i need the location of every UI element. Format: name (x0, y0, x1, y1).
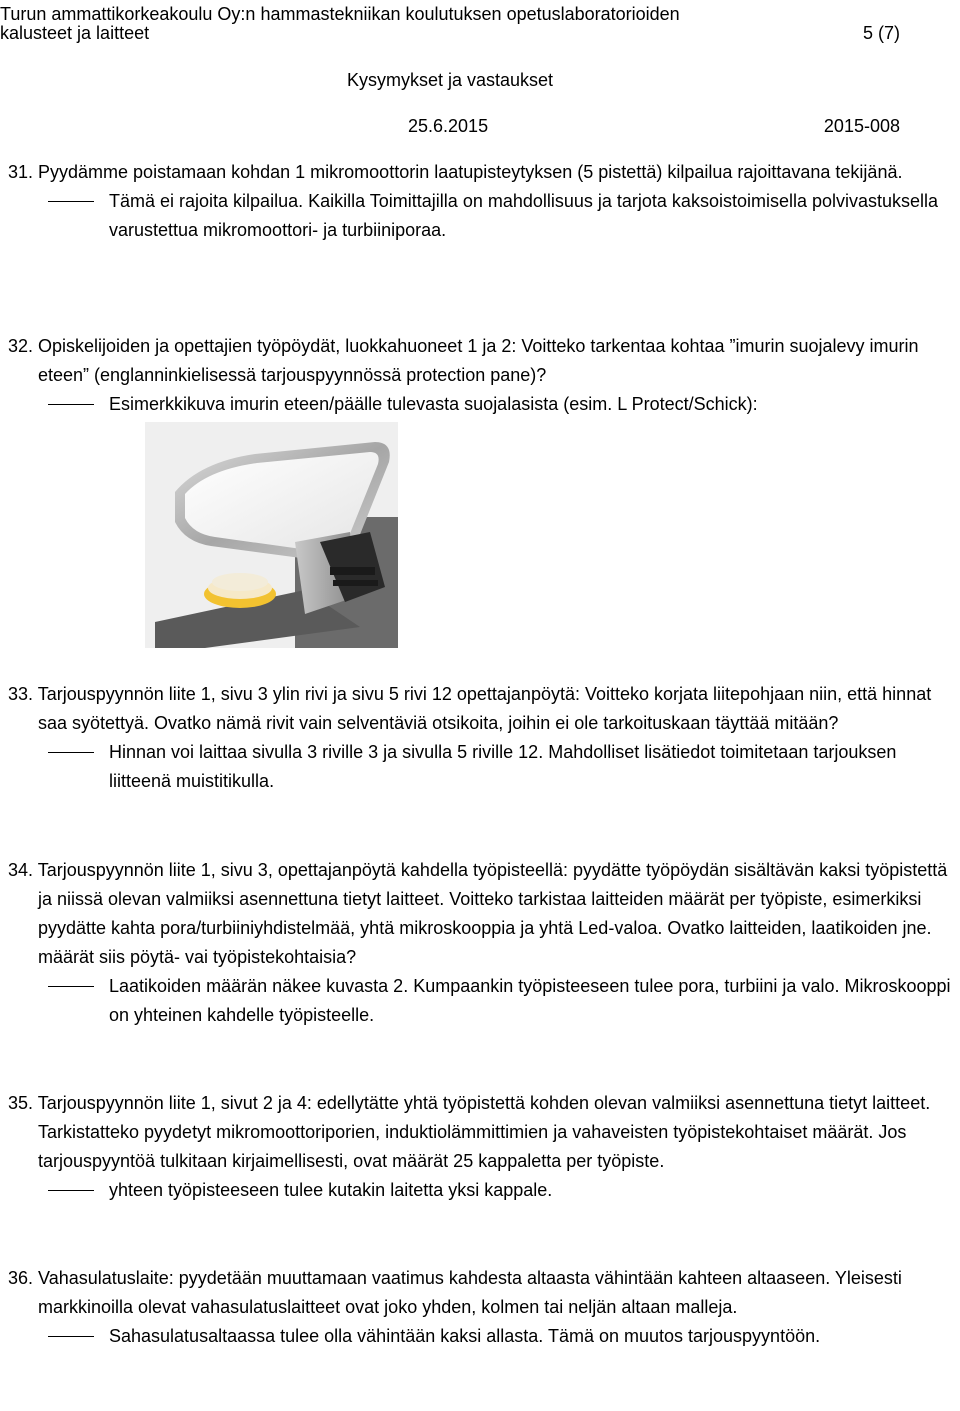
header-organization: Turun ammattikorkeakoulu Oy:n hammastekniikan koulutuksen opetuslaboratorioiden (0, 4, 680, 24)
answer-text: Sahasulatusaltaassa tulee olla vähintään kaksi allasta. Tämä on muutos tarjouspyyntöön. (109, 1326, 821, 1346)
dash-bullet (48, 986, 94, 987)
question-block-32 (8, 332, 960, 419)
page-number: 5 (7) (862, 23, 900, 43)
answer-text-32 (8, 390, 960, 419)
question-block-31 (8, 158, 960, 245)
question-block-34 (8, 856, 960, 1030)
answer-text: yhteen työpisteeseen tulee kutakin laitetta yksi kappale. (109, 1180, 553, 1200)
header-meta (0, 66, 900, 136)
question-text: 34. Tarjouspyynnön liite 1, sivu 3, opettajanpöytä kahdella työpisteellä: pyydätte työpöydän sisältävän kaksi työpistettä ja niissä olevan valmiiksi asennettuna tietyt laitteet. Voitteko tarkistaa laitteiden määrät per työpiste, esimerkiksi pyydätte kahta pora/turbiiniyhdistelmää, yhtä mikroskooppia ja yhtä Led-valoa. Ovatko laitteiden, laatikoiden jne. määrät siis pöytä- vai työpistekohtaisia? (8, 860, 948, 967)
question-text: 33. Tarjouspyynnön liite 1, sivu 3 ylin rivi ja sivu 5 rivi 12 opettajanpöytä: Voitteko korjata liitepohjaan niin, että hinnat saa syötettyä. Ovatko nämä rivit vain selventäviä otsikoita, joihin ei ole tarkoituskaan täyttää mitään? (8, 684, 932, 733)
question-block-33 (8, 680, 960, 796)
document-code: 2015-008 (823, 116, 900, 136)
answer-text: Esimerkkikuva imurin eteen/päälle tulevasta suojalasista (esim. L Protect/Schick): (109, 394, 758, 414)
header-subtitle: kalusteet ja laitteet (0, 23, 150, 43)
question-text: 32. Opiskelijoiden ja opettajien työpöydät, luokkahuoneet 1 ja 2: Voitteko tarkentaa kohtaa ”imurin suojalevy imurin eteen” (englanninkielisessä tarjouspyynnössä protection pane)? (8, 336, 919, 385)
document-title: Kysymykset ja vastaukset (346, 70, 554, 90)
answer-text-36 (8, 1322, 960, 1351)
dash-bullet (48, 1336, 94, 1337)
question-text: 35. Tarjouspyynnön liite 1, sivut 2 ja 4: edellytätte yhtä työpistettä kohden olevan valmiiksi asennettuna tietyt laitteet. Tarkistatteko pyydetyt mikromoottoriporien, induktiolämmittimien ja vahaveisten työpistekohtaiset määrät. Jos tarjouspyyntöä tulkitaan kirjaimellisesti, ovat määrät 25 kappaletta per työpiste. (8, 1093, 931, 1171)
answer-text: Hinnan voi laittaa sivulla 3 riville 3 ja sivulla 5 riville 12. Mahdolliset lisätiedot toimitetaan tarjouksen liitteenä muistitikulla. (109, 742, 897, 791)
header-subtitle-row (0, 19, 900, 48)
document-date: 25.6.2015 (408, 116, 489, 136)
answer-text-33 (8, 738, 960, 796)
question-block-35 (8, 1089, 960, 1205)
answer-text-31 (8, 187, 960, 245)
dash-bullet (48, 201, 94, 202)
dash-bullet (48, 1190, 94, 1191)
answer-text: Tämä ei rajoita kilpailua. Kaikilla Toimittajilla on mahdollisuus ja tarjota kaksoistoimisella polvivastuksella varustettua mikromoottori- ja turbiiniporaa. (109, 191, 939, 240)
question-block-36 (8, 1264, 960, 1351)
answer-text: Laatikoiden määrän näkee kuvasta 2. Kumpaankin työpisteeseen tulee pora, turbiini ja valo. Mikroskooppi on yhteinen kahdelle työpisteelle. (109, 976, 951, 1025)
answer-text-34 (8, 972, 960, 1030)
protection-shield-photo (145, 422, 398, 648)
question-text: 36. Vahasulatuslaite: pyydetään muuttamaan vaatimus kahdesta altaasta vähintään kahteen altaaseen. Yleisesti markkinoilla olevat vahasulatuslaitteet ovat joko yhden, kolmen tai neljän altaan malleja. (8, 1268, 902, 1317)
dash-bullet (48, 404, 94, 405)
question-text: 31. Pyydämme poistamaan kohdan 1 mikromoottorin laatupisteytyksen (5 pistettä) kilpailua rajoittavana tekijänä. (8, 162, 903, 182)
answer-text-35 (8, 1176, 960, 1205)
protection-shield-icon (145, 422, 398, 648)
dash-bullet (48, 752, 94, 753)
